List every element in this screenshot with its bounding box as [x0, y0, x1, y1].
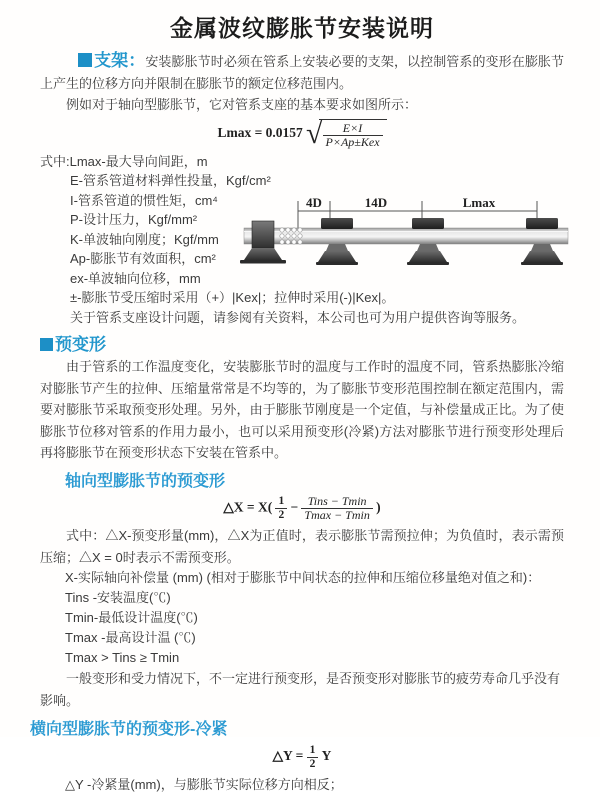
predeform-heading-text: 预变形 — [55, 335, 106, 355]
axial-formula-rhs: ) — [376, 499, 381, 515]
support-intro-paragraph — [40, 50, 564, 94]
page-title: 金属波纹膨胀节安装说明 — [170, 15, 434, 41]
lmax-formula-denominator: P×Ap±Kex — [325, 134, 380, 149]
blue-square-icon — [40, 338, 53, 351]
axial-definitions-list — [40, 568, 564, 668]
definition-line: Tmax > Tins ≥ Tmin — [65, 650, 180, 666]
axial-note-line: 一般变形和受力情况下，不一定进行预变形，是否预变形对膨胀节的疲劳寿命几乎没有影响。 — [40, 671, 561, 708]
support-section-label: 支架： — [94, 51, 146, 70]
axial-formula-lhs: △X = X( — [223, 499, 273, 515]
lmax-formula — [40, 116, 564, 150]
lateral-explain-line: △Y -冷紧量(mm)，与膨胀节实际位移方向相反； — [65, 776, 343, 792]
definition-line: X-实际轴向补偿量 (mm) (相对于膨胀节中间状态的拉伸和压缩位移量绝对值之和)： — [65, 570, 541, 586]
minus-sign: − — [290, 499, 299, 515]
one-half-fraction: $\frac{1}{2}$ — [275, 495, 287, 521]
support-example-line: 例如对于轴向型膨胀节，它对管系支座的基本要求如图所示： — [66, 97, 418, 112]
lateral-subsection-heading: 横向型膨胀节的预变形-冷紧 — [30, 721, 228, 739]
radical-expression — [306, 116, 386, 150]
definition-line: I-管系管道的惯性矩，cm⁴ — [70, 192, 218, 208]
definition-line: P-设计压力，Kgf/mm² — [70, 212, 198, 228]
lateral-formula-lhs: △Y = — [272, 748, 304, 764]
axial-predeform-formula — [40, 495, 564, 522]
blue-square-icon — [78, 53, 92, 67]
lmax-formula-numerator: E×I — [323, 122, 383, 136]
dimension-labels — [306, 195, 496, 210]
support-intro-text: 安装膨胀节时必须在管系上安装必要的支架，以控制管系的变形在膨胀节上产生的位移方向并限制在膨胀节的额定位移范围内。 — [40, 54, 564, 91]
temperature-fraction: $\frac{\text{Tins − Tmin}}{Tmax - Tmin}$ — [301, 495, 372, 522]
definition-line: ±-膨胀节受压缩时采用（+）|Kex|；拉伸时采用(-)|Kex|。 — [70, 290, 395, 306]
lateral-formula-rhs: Y — [321, 748, 332, 764]
axial-subsection-heading: 轴向型膨胀节的预变形 — [65, 472, 226, 490]
definition-line: K-单波轴向刚度；Kgf/mm — [70, 231, 219, 247]
pipe-support-diagram — [236, 190, 600, 286]
dim-label-4d: 4D — [306, 195, 322, 210]
support-note-line: 关于管系支座设计问题，请参阅有关资料，本公司也可为用户提供咨询等服务。 — [70, 309, 526, 325]
definition-line: Ap-膨胀节有效面积，cm² — [70, 251, 216, 267]
definition-line: 式中:Lmax-最大导向间距，m — [40, 153, 208, 169]
predeform-section-heading — [40, 330, 564, 355]
one-half-fraction: $\frac{1}{2}$ — [307, 744, 319, 770]
lateral-predeform-formula — [40, 744, 564, 770]
lmax-formula-lhs: Lmax = 0.0157 — [217, 124, 303, 140]
sqrt-icon: √ — [306, 116, 323, 150]
pipe-support-diagram-svg — [236, 190, 600, 286]
dim-label-lmax: Lmax — [462, 195, 496, 210]
axial-explain-paragraph: 式中：△X-预变形量(mm)，△X为正值时，表示膨胀节需预拉伸；为负值时，表示需预压缩；△X = 0时表示不需预变形。 — [40, 528, 564, 565]
definition-line: Tins -安装温度(℃) — [65, 590, 171, 606]
definition-line: E-管系管道材料弹性投量，Kgf/cm² — [70, 173, 271, 189]
definition-line: Tmax -最高设计温 (℃) — [65, 630, 196, 646]
predeform-body-paragraph: 由于管系的工作温度变化，安装膨胀节时的温度与工作时的温度不同，管系热膨胀冷缩对膨胀节产生的拉伸、压缩量常常是不均等的，为了膨胀节变形范围控制在额定范围内，需要对膨胀节采取预变形处理。另外，由于膨胀节刚度是一个定值，与补偿量成正比。为了使膨胀节位移对管系的作用力最小，也可以采用预变形(冷紧)方法对膨胀节进行预变形处理后再将膨胀节在预变形状态下安装在管系中。 — [40, 359, 564, 461]
definition-line: ex-单波轴向位移，mm — [70, 270, 201, 286]
dim-label-14d: 14D — [364, 195, 388, 210]
definition-line: Tmin-最低设计温度(℃) — [65, 610, 198, 626]
